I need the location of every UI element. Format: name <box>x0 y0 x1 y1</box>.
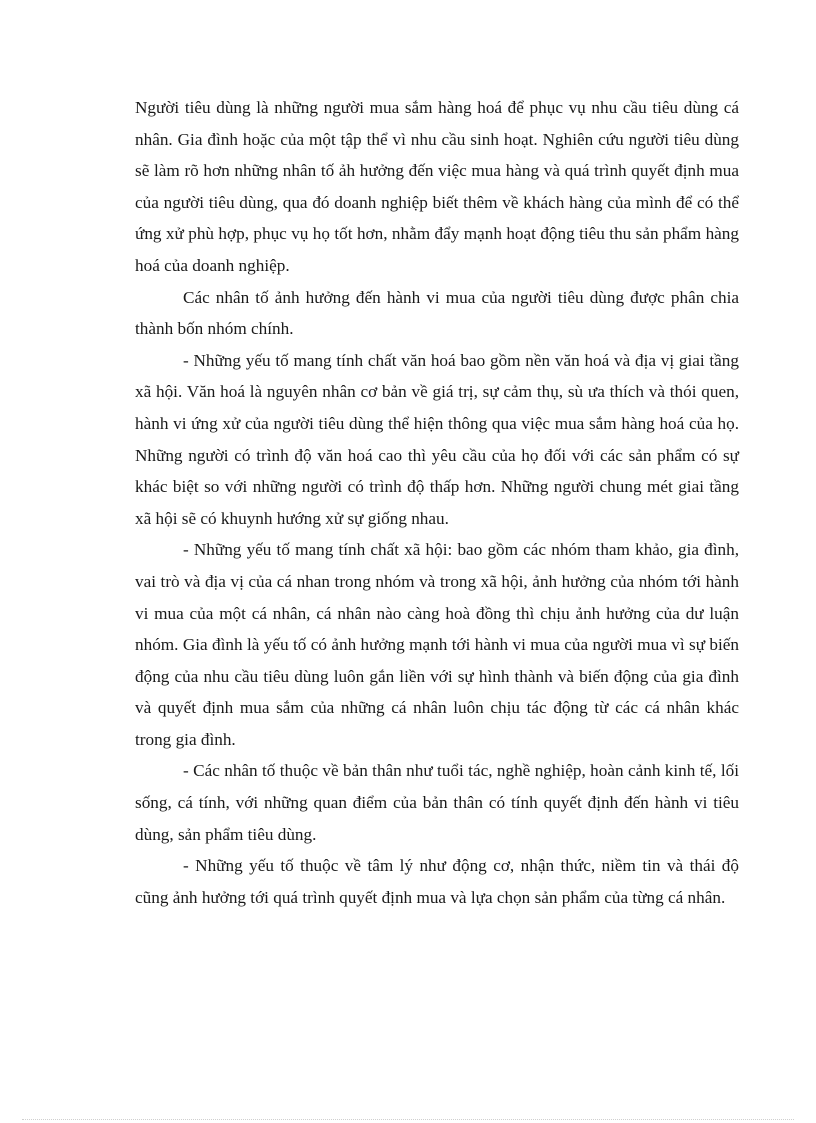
paragraph-intro: Người tiêu dùng là những người mua sắm hàng hoá để phục vụ nhu cầu tiêu dùng cá nhân. Gia đình hoặc của một tập thể vì nhu cầu sinh hoạt. Nghiên cứu người tiêu dùng sẽ làm rõ hơn những nhân tố ảh hưởng đến việc mua hàng và quá trình quyết định mua của người tiêu dùng, qua đó doanh nghiệp biết thêm về khách hàng của mình để có thể ứng xử phù hợp, phục vụ họ tốt hơn, nhằm đẩy mạnh hoạt động tiêu thu sản phẩm hàng hoá của doanh nghiệp. <box>135 98 739 275</box>
paragraph-factor-groups: Các nhân tố ảnh hưởng đến hành vi mua của người tiêu dùng được phân chia thành bốn nhóm chính. <box>135 287 739 339</box>
document-body <box>135 92 739 913</box>
paragraph-social-factors: - Những yếu tố mang tính chất xã hội: bao gồm các nhóm tham khảo, gia đình, vai trò và địa vị của cá nhan trong nhóm và trong xã hội, ảnh hưởng của nhóm tới hành vi mua của một cá nhân, cá nhân nào càng hoà đồng thì chịu ảnh hưởng của dư luận nhóm. Gia đình là yếu tố có ảnh hưởng mạnh tới hành vi mua của người mua vì sự biến động của nhu cầu tiêu dùng luôn gắn liền với sự hình thành và biến động của gia đình và quyết định mua sắm của những cá nhân luôn chịu tác động từ các cá nhân khác trong gia đình. <box>135 540 739 749</box>
paragraph-personal-factors: - Các nhân tố thuộc về bản thân như tuổi tác, nghề nghiệp, hoàn cảnh kinh tế, lối sống, cá tính, với những quan điểm của bản thân có tính quyết định đến hành vi tiêu dùng, sản phẩm tiêu dùng. <box>135 761 739 844</box>
paragraph-cultural-factors: - Những yếu tố mang tính chất văn hoá bao gồm nền văn hoá và địa vị giai tầng xã hội. Văn hoá là nguyên nhân cơ bản về giá trị, sự cảm thụ, sù ưa thích và thói quen, hành vi ứng xử của người tiêu dùng thể hiện thông qua việc mua sắm hàng hoá của họ. Những người có trình độ văn hoá cao thì yêu cầu của họ đối với các sản phẩm có sự khác biệt so với những người có trình độ thấp hơn. Những người chung mét giai tầng xã hội sẽ có khuynh hướng xử sự giống nhau. <box>135 350 739 528</box>
page-bottom-divider <box>22 1119 794 1120</box>
paragraph-psychological-factors: - Những yếu tố thuộc về tâm lý như động cơ, nhận thức, niềm tin và thái độ cũng ảnh hưởng tới quá trình quyết định mua và lựa chọn sản phẩm của từng cá nhân. <box>135 856 739 907</box>
